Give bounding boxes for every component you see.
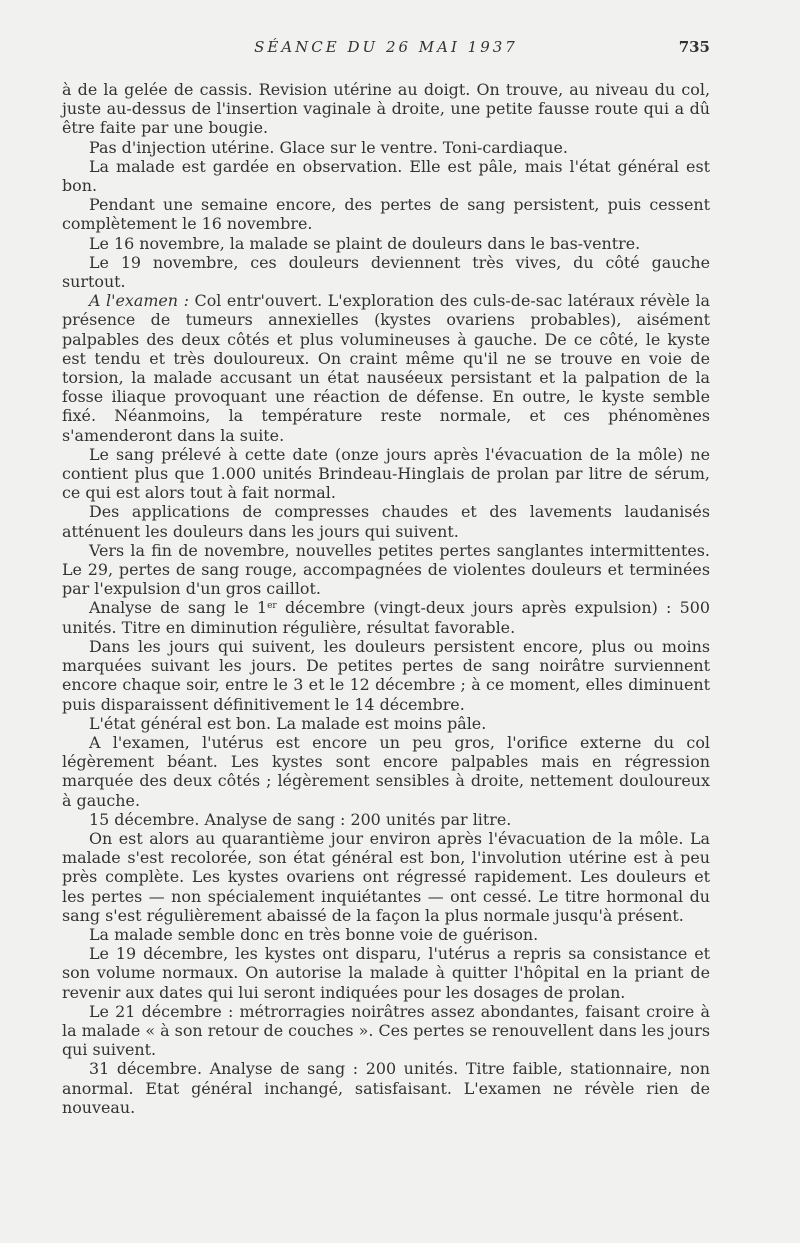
paragraph: Vers la fin de novembre, nouvelles petites pertes sanglantes intermittentes. Le 29, pertes de sang rouge, accompagnées de violentes douleurs et terminées par l'expulsion d'un gros caillot. xyxy=(62,540,710,599)
paragraph: Des applications de compresses chaudes et des lavements laudanisés atténuent les douleurs dans les jours qui suivent. xyxy=(62,502,710,541)
paragraph: L'état général est bon. La malade est moins pâle. xyxy=(89,713,487,733)
paragraph: Le 19 novembre, ces douleurs deviennent très vives, du côté gauche surtout. xyxy=(62,252,710,292)
body-text xyxy=(62,80,710,1117)
superscript: er xyxy=(267,601,277,612)
paragraph: Pendant une semaine encore, des pertes de sang persistent, puis cessent complètement le 16 novembre. xyxy=(62,195,710,234)
paragraph: Le 16 novembre, la malade se plaint de douleurs dans le bas-ventre. xyxy=(89,233,641,253)
running-header xyxy=(62,38,710,58)
paragraph: à de la gelée de cassis. Revision utérine au doigt. On trouve, au niveau du col, juste au-dessus de l'insertion vaginale à droite, une petite fausse route qui a dû être faite par une bougie. xyxy=(62,80,710,138)
paragraph: Le sang prélevé à cette date (onze jours après l'évacuation de la môle) ne contient plus que 1.000 unités Brindeau-Hinglais de prolan par litre de sérum, ce qui est alors tout à fait normal. xyxy=(62,444,710,503)
paragraph-analyse xyxy=(62,598,710,636)
running-title: SÉANCE DU 26 MAI 1937 xyxy=(254,38,518,56)
analyse-start: Analyse de sang le 1 xyxy=(89,598,268,618)
analyse-end: décembre (vingt-deux jours après expulsion) : 500 unités. Titre en diminution régulière, résultat favorable. xyxy=(62,598,710,637)
paragraph: La malade est gardée en observation. Elle est pâle, mais l'état général est bon. xyxy=(62,156,710,196)
paragraph: On est alors au quarantième jour environ après l'évacuation de la môle. La malade s'est recolorée, son état général est bon, l'involution utérine est à peu près complète. Les kystes ovariens ont régressé rapidement. Les douleurs et les pertes — non spécialement inquiétantes — ont cessé. Le titre hormonal du sang s'est régulièrement abaissé de la façon la plus normale jusqu'à présent. xyxy=(62,828,710,925)
paragraph: La malade semble donc en très bonne voie de guérison. xyxy=(89,924,539,944)
page-number: 735 xyxy=(678,38,710,56)
examen-label: A l'examen : xyxy=(89,291,189,311)
paragraph: Le 21 décembre : métrorragies noirâtres assez abondantes, faisant croire à la malade « à son retour de couches ». Ces pertes se renouvellent dans les jours qui suivent. xyxy=(62,1001,710,1060)
examen-text: Col entr'ouvert. L'exploration des culs-de-sac latéraux révèle la présence de tumeurs annexielles (kystes ovariens probables), aisément palpables des deux côtés et plus volumineuses à gauche. De ce côté, le kyste est tendu et très douloureux. On craint même qu'il ne se trouve en voie de torsion, la malade accusant un état nauséeux persistant et la palpation de la fosse iliaque provoquant une réaction de défense. En outre, le kyste semble fixé. Néanmoins, la température reste normale, et ces phénomènes s'amenderont dans la suite. xyxy=(62,291,710,445)
paragraph: Pas d'injection utérine. Glace sur le ventre. Toni-cardiaque. xyxy=(89,137,568,157)
paragraph: Le 19 décembre, les kystes ont disparu, l'utérus a repris sa consistance et son volume normaux. On autorise la malade à quitter l'hôpital en la priant de revenir aux dates qui lui seront indiquées pour les dosages de prolan. xyxy=(62,944,710,1002)
paragraph: A l'examen, l'utérus est encore un peu gros, l'orifice externe du col légèrement béant. Les kystes sont encore palpables mais en régression marquée des deux côtés ; légèrement sensibles à droite, nettement douloureux à gauche. xyxy=(62,732,710,810)
paragraph: Dans les jours qui suivent, les douleurs persistent encore, plus ou moins marquées suivant les jours. De petites pertes de sang noirâtre surviennent encore chaque soir, entre le 3 et le 12 décembre ; à ce moment, elles diminuent puis disparaissent définitivement le 14 décembre. xyxy=(62,636,710,714)
paragraph: 15 décembre. Analyse de sang : 200 unités par litre. xyxy=(89,809,512,829)
paragraph: 31 décembre. Analyse de sang : 200 unités. Titre faible, stationnaire, non anormal. Etat général inchangé, satisfaisant. L'examen ne révèle rien de nouveau. xyxy=(62,1059,710,1117)
paragraph-examen xyxy=(62,291,710,445)
